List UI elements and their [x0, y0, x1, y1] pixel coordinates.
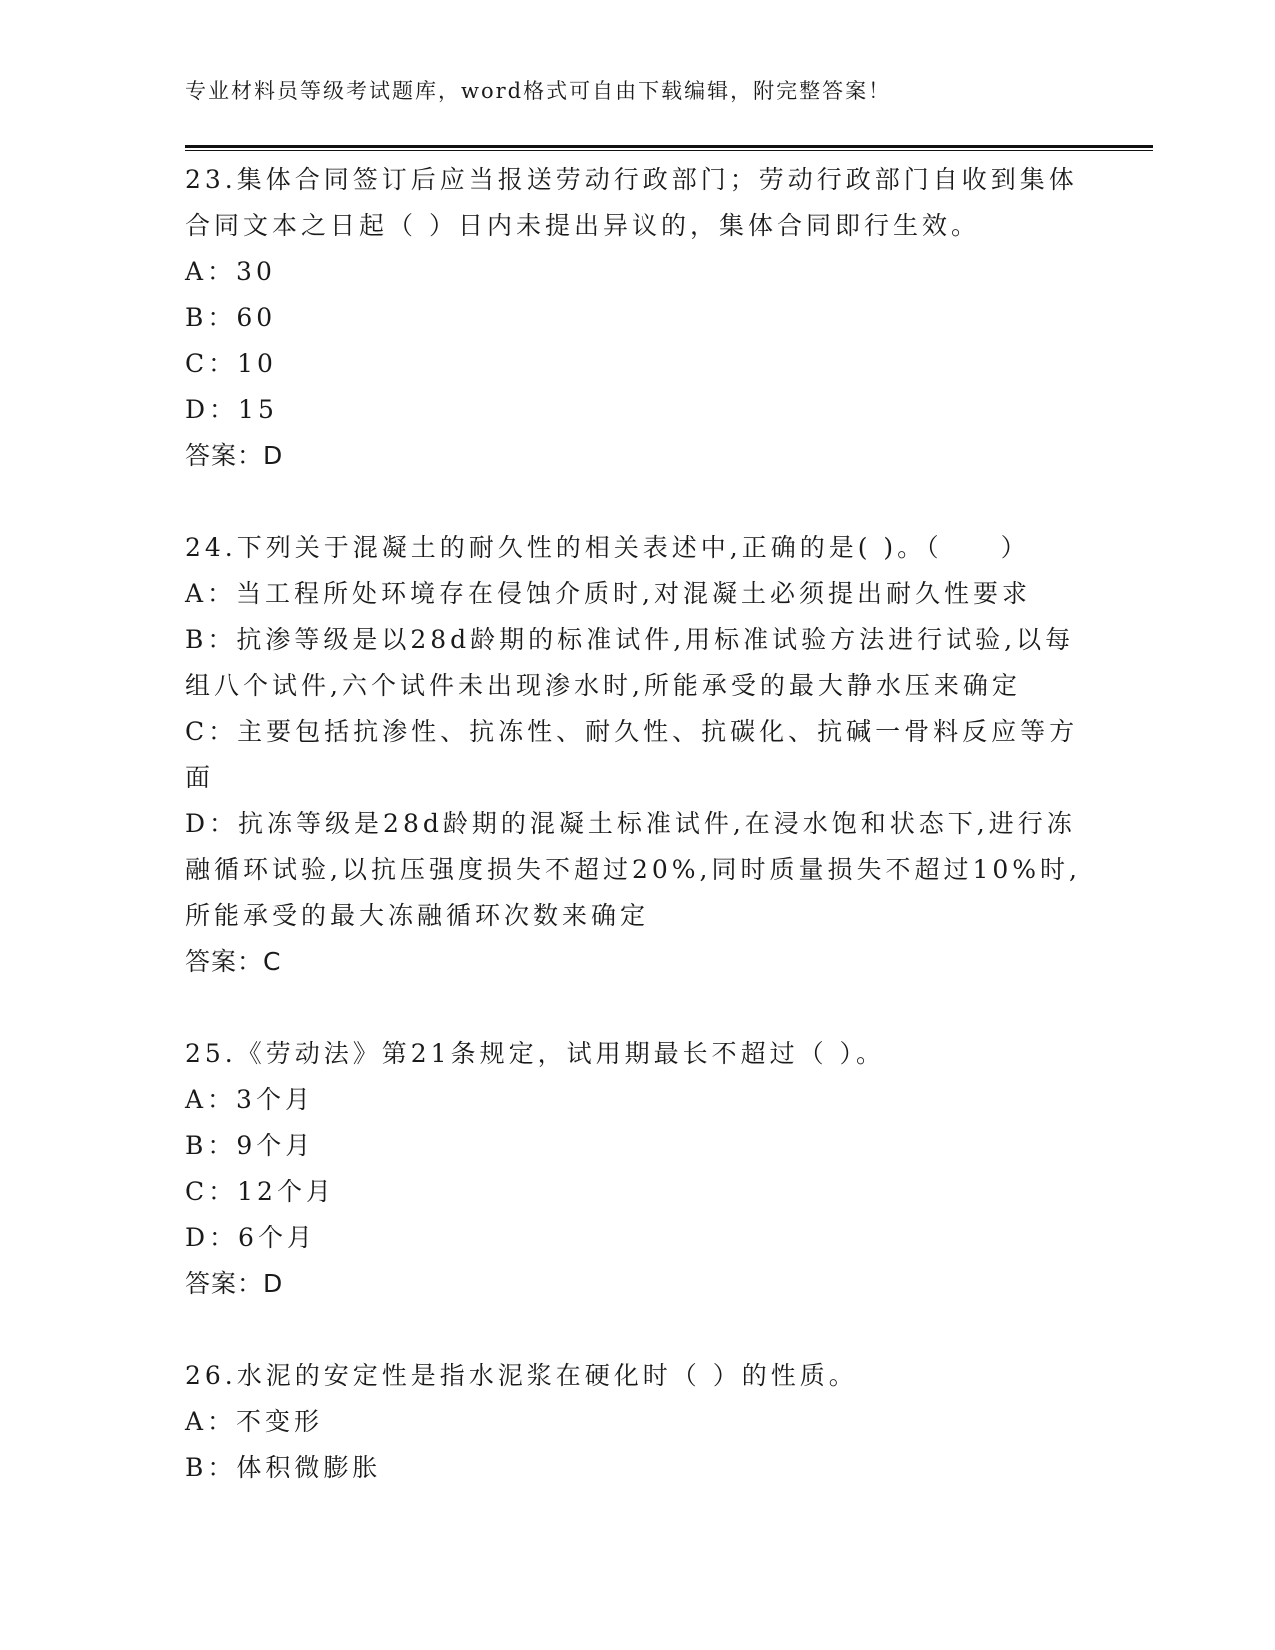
spacer	[185, 985, 1085, 1031]
option-c-continued: 面	[185, 763, 215, 792]
header-divider-thin	[185, 150, 1153, 151]
question-list	[185, 157, 1085, 1491]
answer-line: 答案：D	[185, 1269, 284, 1298]
option-c: C：12个月	[185, 1177, 335, 1206]
question-26	[185, 1353, 1085, 1491]
option-b: B：60	[185, 303, 277, 332]
option-c: C：主要包括抗渗性、抗冻性、耐久性、抗碳化、抗碱一骨料反应等方	[185, 717, 1079, 746]
header-divider-thick	[185, 145, 1153, 148]
question-stem-line: 23.集体合同签订后应当报送劳动行政部门；劳动行政部门自收到集体	[185, 165, 1078, 194]
question-stem-line: 26.水泥的安定性是指水泥浆在硬化时（ ）的性质。	[185, 1361, 858, 1390]
answer-line: 答案：C	[185, 947, 282, 976]
option-b: B：抗渗等级是以28d龄期的标准试件,用标准试验方法进行试验,以每	[185, 625, 1075, 654]
question-stem-line: 合同文本之日起（ ）日内未提出异议的，集体合同即行生效。	[185, 211, 980, 240]
option-a: A：30	[185, 257, 276, 286]
option-d: D：6个月	[185, 1223, 316, 1252]
option-d-continued: 融循环试验,以抗压强度损失不超过20%,同时质量损失不超过10%时,	[185, 855, 1081, 884]
question-23	[185, 157, 1085, 479]
option-a: A：当工程所处环境存在侵蚀介质时,对混凝土必须提出耐久性要求	[185, 579, 1032, 608]
page-header: 专业材料员等级考试题库，word格式可自由下载编辑，附完整答案！	[185, 79, 892, 103]
option-d: D：抗冻等级是28d龄期的混凝土标准试件,在浸水饱和状态下,进行冻	[185, 809, 1076, 838]
answer-line: 答案：D	[185, 441, 284, 470]
question-stem-line: 25.《劳动法》第21条规定，试用期最长不超过（ ）。	[185, 1039, 886, 1068]
option-b: B：体积微膨胀	[185, 1453, 382, 1482]
question-stem-line: 24.下列关于混凝土的耐久性的相关表述中,正确的是( )。（ ）	[185, 533, 1030, 562]
option-b: B：9个月	[185, 1131, 315, 1160]
option-d: D：15	[185, 395, 278, 424]
option-d-continued: 所能承受的最大冻融循环次数来确定	[185, 901, 650, 930]
spacer	[185, 1307, 1085, 1353]
spacer	[185, 479, 1085, 525]
question-25	[185, 1031, 1085, 1307]
question-24	[185, 525, 1085, 985]
option-a: A：不变形	[185, 1407, 324, 1436]
option-c: C：10	[185, 349, 277, 378]
option-a: A：3个月	[185, 1085, 314, 1114]
option-b-continued: 组八个试件,六个试件未出现渗水时,所能承受的最大静水压来确定	[185, 671, 1021, 700]
